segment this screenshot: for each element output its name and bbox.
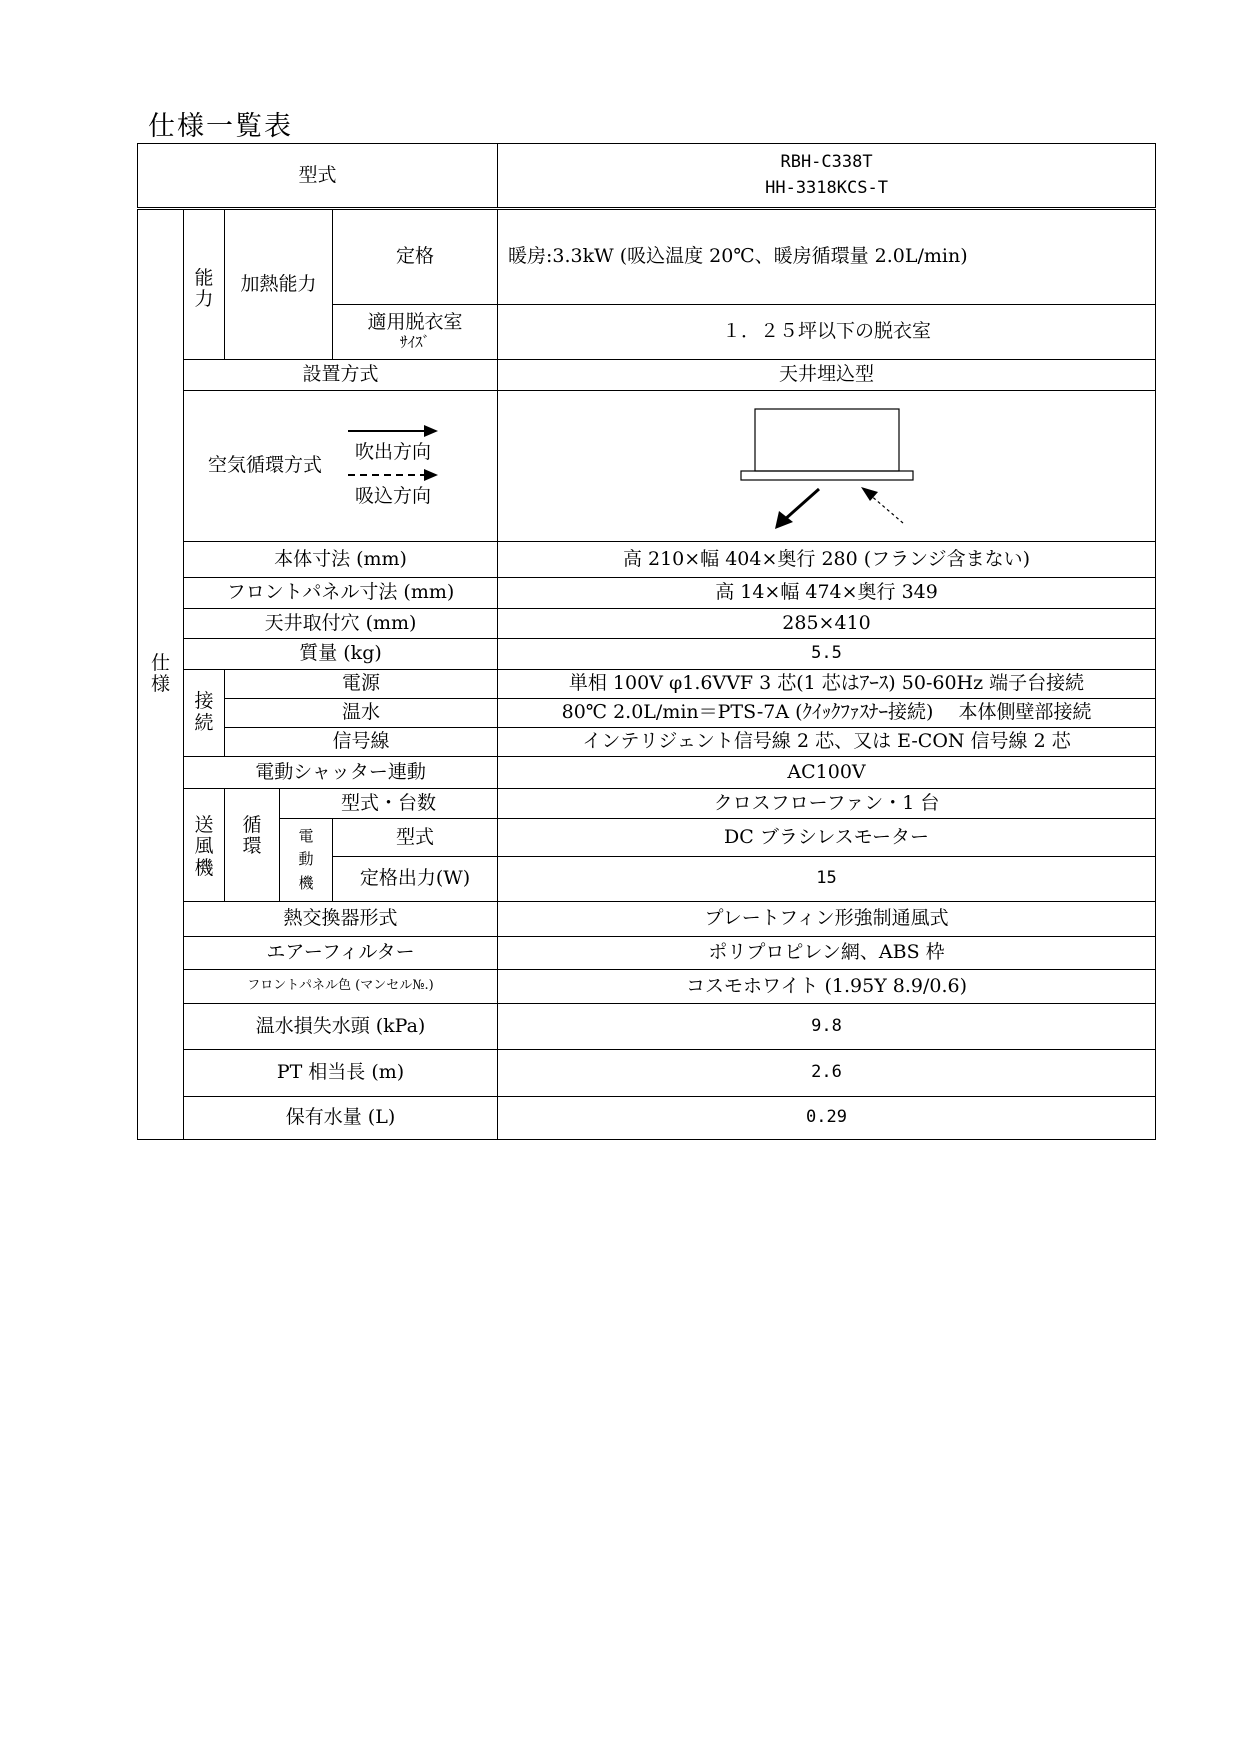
signal-label: 信号線 xyxy=(225,728,498,757)
fan-type-value: クロスフローファン・1 台 xyxy=(498,789,1156,819)
panel-size-row xyxy=(138,578,1156,609)
ceiling-hole-value: 285×410 xyxy=(498,609,1156,639)
body-size-value: 高 210×幅 404×奥行 280 (フランジ含まない) xyxy=(498,542,1156,578)
room-size-value: １．２５坪以下の脱衣室 xyxy=(498,305,1156,360)
capacity-section-label: 能力 xyxy=(184,209,225,360)
ceiling-hole-label: 天井取付穴 (mm) xyxy=(184,609,498,639)
unit-body xyxy=(755,409,899,471)
installation-label: 設置方式 xyxy=(184,360,498,391)
installation-value: 天井埋込型 xyxy=(498,360,1156,391)
water-volume-row xyxy=(138,1097,1156,1140)
circulation-section-label: 循環 xyxy=(225,789,280,902)
heat-exchanger-label: 熱交換器形式 xyxy=(184,902,498,937)
model-label: 型式 xyxy=(138,144,498,209)
pt-length-label: PT 相当長 (m) xyxy=(184,1050,498,1097)
spec-table xyxy=(137,143,1156,1140)
heat-exchanger-value: プレートフィン形強制通風式 xyxy=(498,902,1156,937)
motor-section-label: 電動機 xyxy=(280,819,333,902)
airflow-label: 空気循環方式 xyxy=(207,454,322,477)
head-loss-row xyxy=(138,1004,1156,1050)
mass-label: 質量 (kg) xyxy=(184,639,498,670)
outlet-label: 吹出方向 xyxy=(354,441,431,464)
motor-type-label: 型式 xyxy=(333,819,498,857)
motor-type-row xyxy=(138,819,1156,857)
signal-row xyxy=(138,728,1156,757)
panel-size-value: 高 14×幅 474×奥行 349 xyxy=(498,578,1156,609)
ceiling-hole-row xyxy=(138,609,1156,639)
pt-length-value: 2.6 xyxy=(498,1050,1156,1097)
signal-value: インテリジェント信号線 2 芯、又は E-CON 信号線 2 芯 xyxy=(498,728,1156,757)
solid-arrow-icon xyxy=(346,424,440,438)
air-filter-label: エアーフィルター xyxy=(184,937,498,970)
air-filter-value: ポリプロピレン網、ABS 枠 xyxy=(498,937,1156,970)
body-size-row xyxy=(138,542,1156,578)
hot-water-row xyxy=(138,699,1156,728)
heat-exchanger-row xyxy=(138,902,1156,937)
model-row xyxy=(138,144,1156,209)
head-loss-label: 温水損失水頭 (kPa) xyxy=(184,1004,498,1050)
document-title: 仕様一覧表 xyxy=(148,111,293,142)
motor-type-value: DC ブラシレスモーター xyxy=(498,819,1156,857)
mass-row xyxy=(138,639,1156,670)
shutter-value: AC100V xyxy=(498,757,1156,789)
panel-color-label: フロントパネル色 (マンセル№.) xyxy=(184,970,498,1004)
room-size-label: 適用脱衣室 ｻｲｽﾞ xyxy=(333,305,498,360)
fan-type-row xyxy=(138,789,1156,819)
airflow-legend xyxy=(184,391,498,542)
motor-output-label: 定格出力(W) xyxy=(333,857,498,902)
body-size-label: 本体寸法 (mm) xyxy=(184,542,498,578)
airflow-diagram-cell xyxy=(498,391,1156,542)
connection-section-label: 接続 xyxy=(184,670,225,757)
power-label: 電源 xyxy=(225,670,498,699)
airflow-row xyxy=(138,391,1156,542)
mass-value: 5.5 xyxy=(498,639,1156,670)
shutter-label: 電動シャッター連動 xyxy=(184,757,498,789)
spec-section-label: 仕様 xyxy=(138,209,184,1140)
power-row xyxy=(138,670,1156,699)
outlet-arrow xyxy=(783,489,819,521)
inlet-label: 吸込方向 xyxy=(354,485,431,507)
rated-label: 定格 xyxy=(333,209,498,305)
water-volume-value: 0.29 xyxy=(498,1097,1156,1140)
motor-output-value: 15 xyxy=(498,857,1156,902)
head-loss-value: 9.8 xyxy=(498,1004,1156,1050)
air-filter-row xyxy=(138,937,1156,970)
fan-type-label: 型式・台数 xyxy=(280,789,498,819)
dashed-arrow-icon xyxy=(346,468,440,482)
heating-label: 加熱能力 xyxy=(225,209,333,360)
panel-size-label: フロントパネル寸法 (mm) xyxy=(184,578,498,609)
model-value xyxy=(498,144,1156,209)
hot-water-label: 温水 xyxy=(225,699,498,728)
hot-water-value: 80℃ 2.0L/min＝PTS-7A (ｸｲｯｸﾌｧｽﾅｰ接続) 本体側壁部接続 xyxy=(498,699,1156,728)
model-line-1: RBH-C338T xyxy=(780,151,873,172)
water-volume-label: 保有水量 (L) xyxy=(184,1097,498,1140)
rated-row xyxy=(138,209,1156,305)
rated-value: 暖房:3.3kW (吸込温度 20℃、暖房循環量 2.0L/min) xyxy=(498,209,1156,305)
power-value: 単相 100V φ1.6VVF 3 芯(1 芯はｱｰｽ) 50-60Hz 端子台接続 xyxy=(498,670,1156,699)
model-line-2: HH-3318KCS-T xyxy=(765,177,888,198)
panel-color-value: コスモホワイト (1.95Y 8.9/0.6) xyxy=(498,970,1156,1004)
blower-section-label: 送風機 xyxy=(184,789,225,902)
pt-length-row xyxy=(138,1050,1156,1097)
installation-row xyxy=(138,360,1156,391)
airflow-diagram xyxy=(727,401,927,531)
unit-flange xyxy=(741,471,913,480)
shutter-row xyxy=(138,757,1156,789)
inlet-arrow xyxy=(869,494,903,523)
panel-color-row xyxy=(138,970,1156,1004)
